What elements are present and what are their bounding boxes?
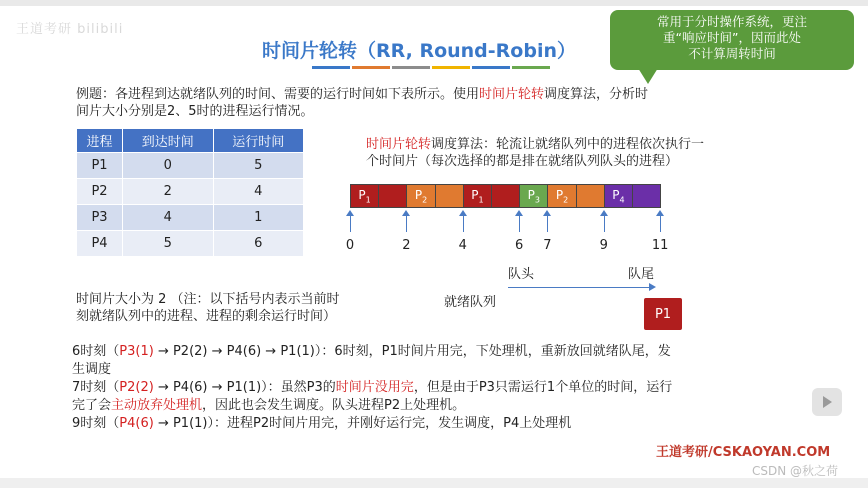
algorithm-description [366,136,806,170]
footer-brand: 王道考研/CSKAOYAN.COM [656,445,831,460]
event-6-line-2: 生调度 [72,362,112,377]
event-list [72,343,802,433]
event-6 [72,343,802,361]
title-underline-6 [512,66,550,69]
time-tick [406,214,407,232]
cell-process: P3 [77,205,123,231]
cell-runtime: 1 [213,205,303,231]
header-runtime: 运行时间 [213,129,303,153]
title-underline-4 [432,66,470,69]
cell-arrival: 2 [123,179,213,205]
title-underline-1 [312,66,350,69]
channel-logo: 王道考研 bilibili [16,22,124,37]
event-7-highlight: 时间片没用完 [335,380,414,395]
cell-arrival: 5 [123,231,213,257]
time-tick [660,214,661,232]
note-line-2: 刻就绪队列中的进程、进程的剩余运行时间） [76,309,337,324]
table-row [77,231,304,257]
time-slice-note [76,291,416,325]
event-9 [72,415,802,433]
time-label: 0 [345,238,355,253]
gantt-segment [604,184,633,208]
cell-runtime: 4 [213,179,303,205]
gantt-segment [632,184,661,208]
gantt-segment-label: $P_3$ [527,187,540,205]
gantt-segment-label: $P_2$ [414,187,428,205]
cell-process: P2 [77,179,123,205]
event-6-text: → P2(2) → P4(6) → P1(1)）：6时刻，P1时间片用完，下处理机，重新放回就绪队尾，发 [153,344,671,359]
queue-direction-arrow [508,287,654,288]
top-strip [0,0,868,6]
gantt-segment [435,184,464,208]
process-table [76,128,304,257]
gantt-segment-label: $P_1$ [358,187,371,205]
title-underline-2 [352,66,390,69]
gantt-segment [491,184,520,208]
event-9-head: P4(6) [119,416,154,431]
table-row [77,205,304,231]
gantt-segment-label: $P_2$ [555,187,569,205]
table-row [77,179,304,205]
event-7-l2-highlight: 主动放弃处理机 [111,398,203,413]
event-7-line-2 [72,397,802,415]
time-tick [463,214,464,232]
time-label: 11 [651,238,669,253]
event-6-head: P3(1) [119,344,154,359]
play-button[interactable] [812,388,842,416]
cell-runtime: 5 [213,153,303,179]
queue-tail-label: 队尾 [628,267,655,282]
time-label: 4 [458,238,467,253]
time-tick [604,214,605,232]
header-process: 进程 [77,129,123,153]
callout-line-1: 常用于分时操作系统，更注 [656,14,807,29]
time-tick [350,214,351,232]
gantt-segment [547,184,576,208]
event-7-l2-start: 完了会 [72,398,112,413]
time-label: 6 [515,238,524,253]
algo-line-2: 个时间片（每次选择的都是排在就绪队列队头的进程） [366,154,679,169]
watermark: CSDN @秋之荷 [752,464,839,478]
cell-arrival: 4 [123,205,213,231]
callout-tail [638,68,658,84]
gantt-segment [378,184,407,208]
event-7-l2-end: ，因此也会发生调度。队头进程P2上处理机。 [202,398,466,413]
event-7-time: 7时刻（ [72,380,120,395]
example-text [76,86,796,120]
title-underline-3 [392,66,430,69]
event-7-text-end: ，但是由于P3只需运行1个单位的时间，运行 [413,380,673,395]
table-header-row [77,129,304,153]
note-line-1: 时间片大小为 2 （注：以下括号内表示当前时 [76,292,340,307]
example-line-1 [76,86,796,103]
cell-process: P1 [77,153,123,179]
event-7-head: P2(2) [119,380,154,395]
event-7-text: → P4(6) → P1(1)）：虽然P3的 [153,380,336,395]
gantt-segment [350,184,379,208]
gantt-segment [576,184,605,208]
gantt-segment-label: $P_1$ [471,187,484,205]
header-arrival: 到达时间 [123,129,213,153]
algo-line-1 [366,136,806,153]
slide-title: 时间片轮转（RR, Round-Robin） [262,40,576,62]
time-label: 2 [402,238,411,253]
event-6-time: 6时刻（ [72,344,120,359]
time-tick [547,214,548,232]
event-9-time: 9时刻（ [72,416,120,431]
gantt-segment-label: $P_4$ [612,187,625,205]
cell-process: P4 [77,231,123,257]
algo-line-1-end: 调度算法：轮流让就绪队列中的进程依次执行一 [431,137,705,152]
table-row [77,153,304,179]
example-line-2: 间片大小分别是2、5时的进程运行情况。 [76,104,314,119]
queue-item-p1: P1 [644,298,682,330]
example-line-1-start: 例题：各进程到达就绪队列的时间、需要的运行时间如下表所示。使用 [76,87,480,102]
gantt-segment [463,184,492,208]
queue-head-label: 队头 [508,267,535,282]
example-highlight: 时间片轮转 [479,87,545,102]
algo-highlight: 时间片轮转 [366,137,432,152]
time-tick [519,214,520,232]
time-label: 7 [543,238,552,253]
callout-line-2: 重“响应时间”，因而此处 [663,30,801,45]
ready-queue-label: 就绪队列 [444,295,497,310]
time-label: 9 [599,238,608,253]
cell-runtime: 6 [213,231,303,257]
event-7 [72,379,802,397]
callout-note [610,10,854,70]
cell-arrival: 0 [123,153,213,179]
gantt-segment [519,184,548,208]
event-9-text: → P1(1)）：进程P2时间片用完，并刚好运行完，发生调度，P4上处理机 [153,416,572,431]
callout-line-3: 不计算周转时间 [688,46,776,61]
gantt-segment [406,184,435,208]
title-underline-5 [472,66,510,69]
example-line-1-end: 调度算法，分析时 [544,87,649,102]
bottom-strip [0,478,868,488]
